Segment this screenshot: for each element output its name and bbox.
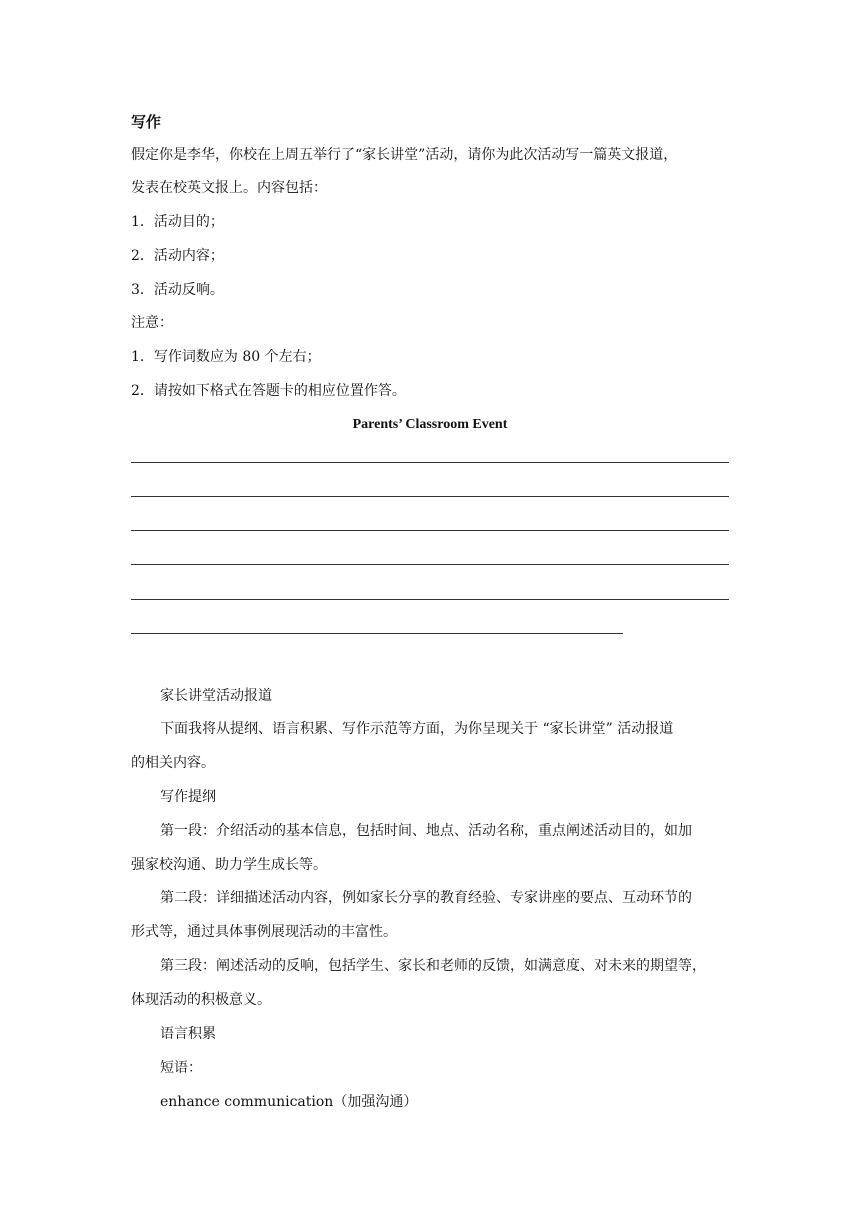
prompt-line-1: 假定你是李华，你校在上周五举行了“家长讲堂”活动，请你为此次活动写一篇英文报道， xyxy=(131,147,678,163)
intro-line-2: 的相关内容。 xyxy=(131,755,215,771)
prompt-item-1: 1．活动目的； xyxy=(131,214,224,230)
answer-title: Parents’ Classroom Event xyxy=(352,417,508,432)
prompt-item-3: 3．活动反响。 xyxy=(131,282,224,298)
note-label: 注意： xyxy=(131,315,173,331)
paragraph-1-line-1: 第一段：介绍活动的基本信息，包括时间、地点、活动名称，重点阐述活动目的，如加 xyxy=(160,823,692,839)
answer-line-6 xyxy=(131,633,623,634)
section-title: 写作 xyxy=(131,113,162,131)
article-title: 家长讲堂活动报道 xyxy=(160,688,272,704)
note-1: 1．写作词数应为 80 个左右； xyxy=(131,349,321,365)
answer-line-1 xyxy=(131,462,729,463)
intro-line-1: 下面我将从提纲、语言积累、写作示范等方面，为你呈现关于 “家长讲堂” 活动报道 xyxy=(160,721,674,737)
paragraph-1-line-2: 强家校沟通、助力学生成长等。 xyxy=(131,857,327,873)
prompt-line-2: 发表在校英文报上。内容包括： xyxy=(131,180,327,196)
prompt-item-2: 2．活动内容； xyxy=(131,248,224,264)
paragraph-2-line-1: 第二段：详细描述活动内容，例如家长分享的教育经验、专家讲座的要点、互动环节的 xyxy=(160,890,692,906)
phrases-label: 短语： xyxy=(160,1060,202,1076)
language-heading: 语言积累 xyxy=(160,1026,216,1042)
paragraph-3-line-1: 第三段：阐述活动的反响，包括学生、家长和老师的反馈，如满意度、对未来的期望等， xyxy=(160,958,706,974)
paragraph-2-line-2: 形式等，通过具体事例展现活动的丰富性。 xyxy=(131,924,397,940)
answer-line-3 xyxy=(131,530,729,531)
outline-heading: 写作提纲 xyxy=(160,789,216,805)
answer-line-4 xyxy=(131,564,729,565)
phrase-1: enhance communication（加强沟通） xyxy=(160,1094,418,1110)
answer-line-5 xyxy=(131,599,729,600)
note-2: 2．请按如下格式在答题卡的相应位置作答。 xyxy=(131,383,406,399)
paragraph-3-line-2: 体现活动的积极意义。 xyxy=(131,992,271,1008)
answer-line-2 xyxy=(131,496,729,497)
